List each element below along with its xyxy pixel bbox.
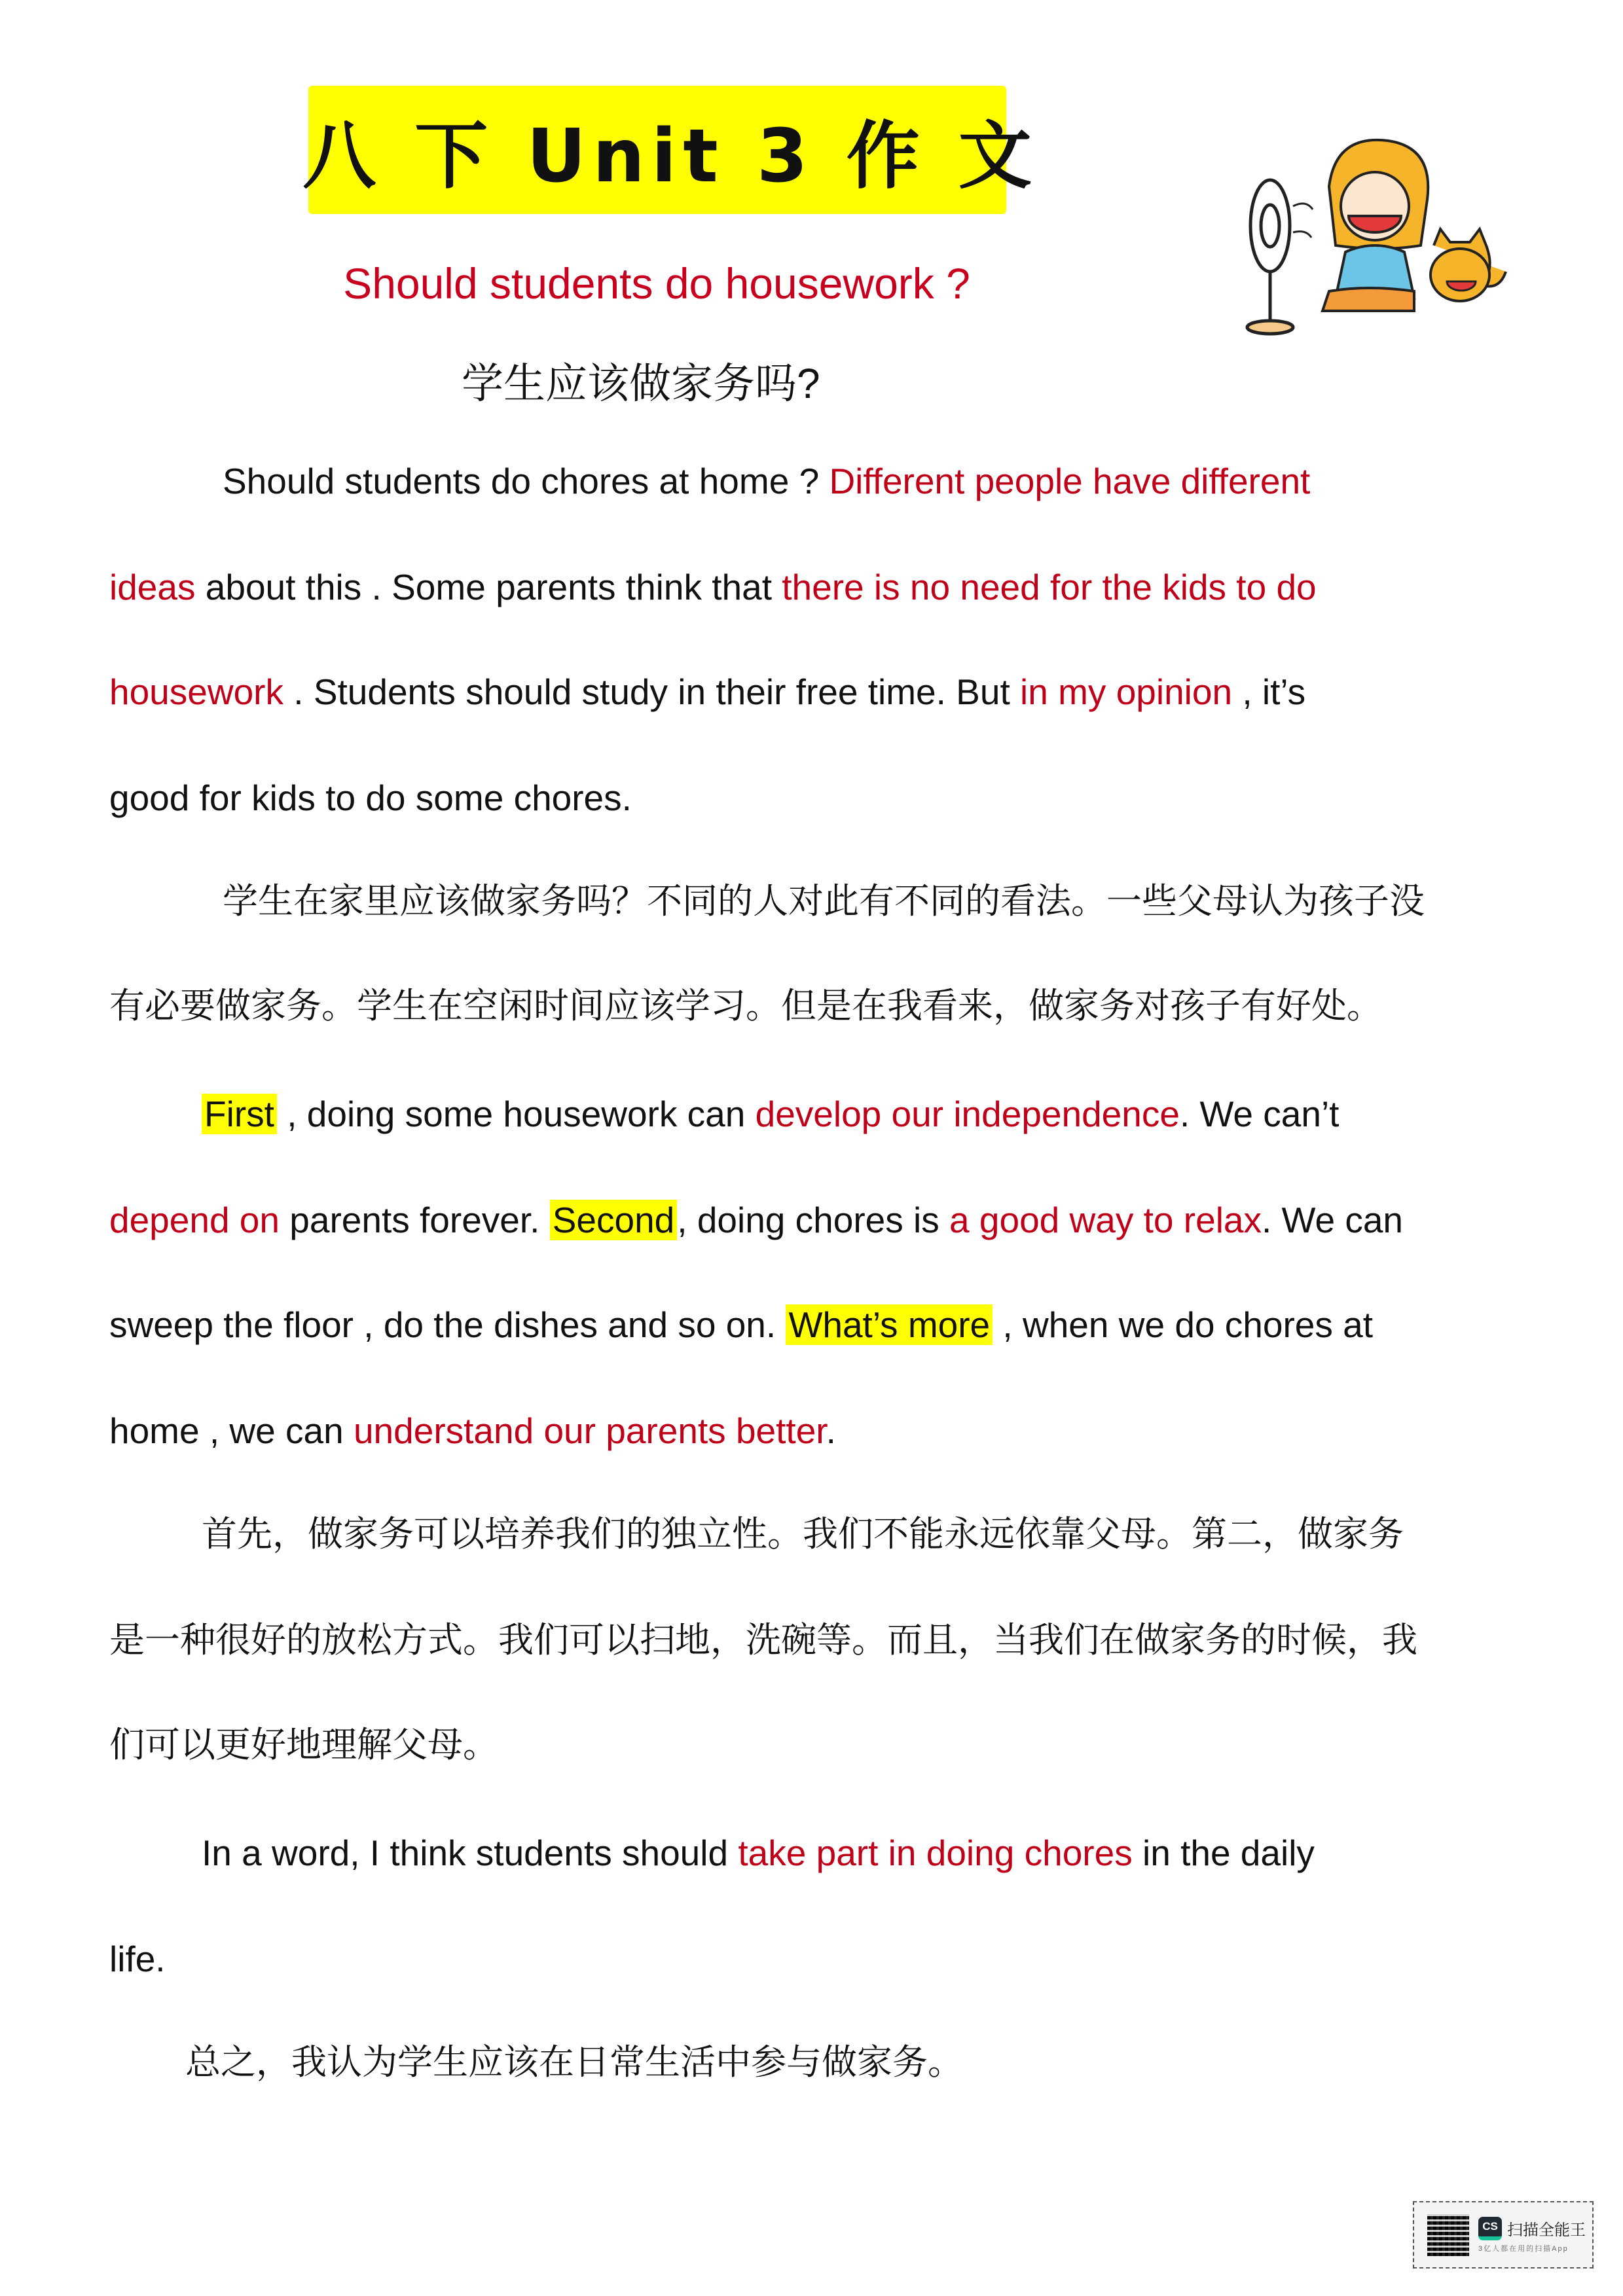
- essay-line: [109, 772, 632, 824]
- text-segment: .: [826, 1410, 836, 1451]
- text-segment: 总之，我认为学生应该在日常生活中参与做家务。: [185, 2043, 963, 2082]
- essay-line: [109, 1614, 1417, 1666]
- key-phrase: understand our parents better: [353, 1410, 826, 1451]
- essay-line: [223, 875, 1425, 927]
- text-segment: , it’s: [1232, 672, 1306, 712]
- text-segment: 有必要做家务。学生在空闲时间应该学习。但是在我看来，做家务对孩子有好处。: [109, 986, 1382, 1026]
- key-phrase: there is no need for the kids to do: [782, 567, 1317, 607]
- camscanner-watermark: [1413, 2201, 1594, 2269]
- highlighted-transition: Second: [550, 1200, 678, 1240]
- key-phrase: take part in doing chores: [738, 1833, 1133, 1873]
- text-segment: about this . Some parents think that: [195, 567, 782, 607]
- essay-line: [185, 2036, 963, 2089]
- text-segment: . We can: [1262, 1200, 1404, 1240]
- text-segment: sweep the floor , do the dishes and so on.: [109, 1304, 786, 1345]
- key-phrase: depend on: [109, 1200, 280, 1240]
- text-segment: , doing chores is: [677, 1200, 950, 1240]
- text-segment: , doing some housework can: [276, 1094, 756, 1134]
- text-segment: . We can’t: [1179, 1094, 1340, 1134]
- title-banner: [302, 86, 1038, 214]
- essay-question: Should students do housework ?: [343, 259, 970, 308]
- highlighted-transition: First: [202, 1094, 277, 1134]
- text-segment: 学生在家里应该做家务吗？不同的人对此有不同的看法。一些父母认为孩子没: [223, 882, 1425, 921]
- essay-line: [109, 980, 1382, 1032]
- key-phrase: a good way to relax: [949, 1200, 1262, 1240]
- text-segment: , when we do chores at: [993, 1304, 1374, 1345]
- essay-line: [109, 561, 1317, 613]
- text-segment: life.: [109, 1939, 166, 1979]
- key-phrase: Different people have different: [829, 461, 1311, 501]
- page-title: 八 下 Unit 3 作 文: [302, 113, 1038, 199]
- key-phrase: develop our independence: [755, 1094, 1180, 1134]
- text-segment: in the daily: [1132, 1833, 1315, 1873]
- watermark-app-name: 扫描全能王: [1507, 2221, 1586, 2239]
- girl-with-fan-and-cat-illustration: [1231, 134, 1532, 344]
- text-segment: In a word, I think students should: [202, 1833, 739, 1873]
- essay-question-cn: 学生应该做家务吗?: [462, 360, 820, 407]
- text-segment: 们可以更好地理解父母。: [109, 1725, 498, 1765]
- highlighted-transition: What’s more: [786, 1304, 993, 1345]
- essay-line: [109, 666, 1305, 718]
- essay-line: [109, 1933, 166, 1985]
- key-phrase: in my opinion: [1020, 672, 1233, 712]
- essay-line: [109, 1405, 836, 1457]
- key-phrase: ideas: [109, 567, 196, 607]
- text-segment: 是一种很好的放松方式。我们可以扫地，洗碗等。而且，当我们在做家务的时候，我: [109, 1621, 1417, 1660]
- essay-line: [109, 1194, 1403, 1246]
- essay-line: [202, 1827, 1315, 1879]
- camscanner-logo-icon: CS: [1478, 2217, 1502, 2240]
- essay-line: [109, 1719, 498, 1771]
- essay-line: [202, 1088, 1339, 1140]
- watermark-tagline: 3亿人都在用的扫描App: [1478, 2244, 1569, 2253]
- text-segment: good for kids to do some chores.: [109, 778, 632, 818]
- key-phrase: housework: [109, 672, 283, 712]
- essay-line: [109, 1299, 1373, 1351]
- text-segment: home , we can: [109, 1410, 354, 1451]
- text-segment: 首先，做家务可以培养我们的独立性。我们不能永远依靠父母。第二，做家务: [202, 1515, 1404, 1554]
- essay-line: [223, 455, 1310, 507]
- text-segment: . Students should study in their free time. But: [283, 672, 1021, 712]
- essay-line: [202, 1508, 1404, 1560]
- qr-code-icon: [1427, 2214, 1469, 2256]
- text-segment: parents forever.: [280, 1200, 550, 1240]
- text-segment: Should students do chores at home ?: [223, 461, 830, 501]
